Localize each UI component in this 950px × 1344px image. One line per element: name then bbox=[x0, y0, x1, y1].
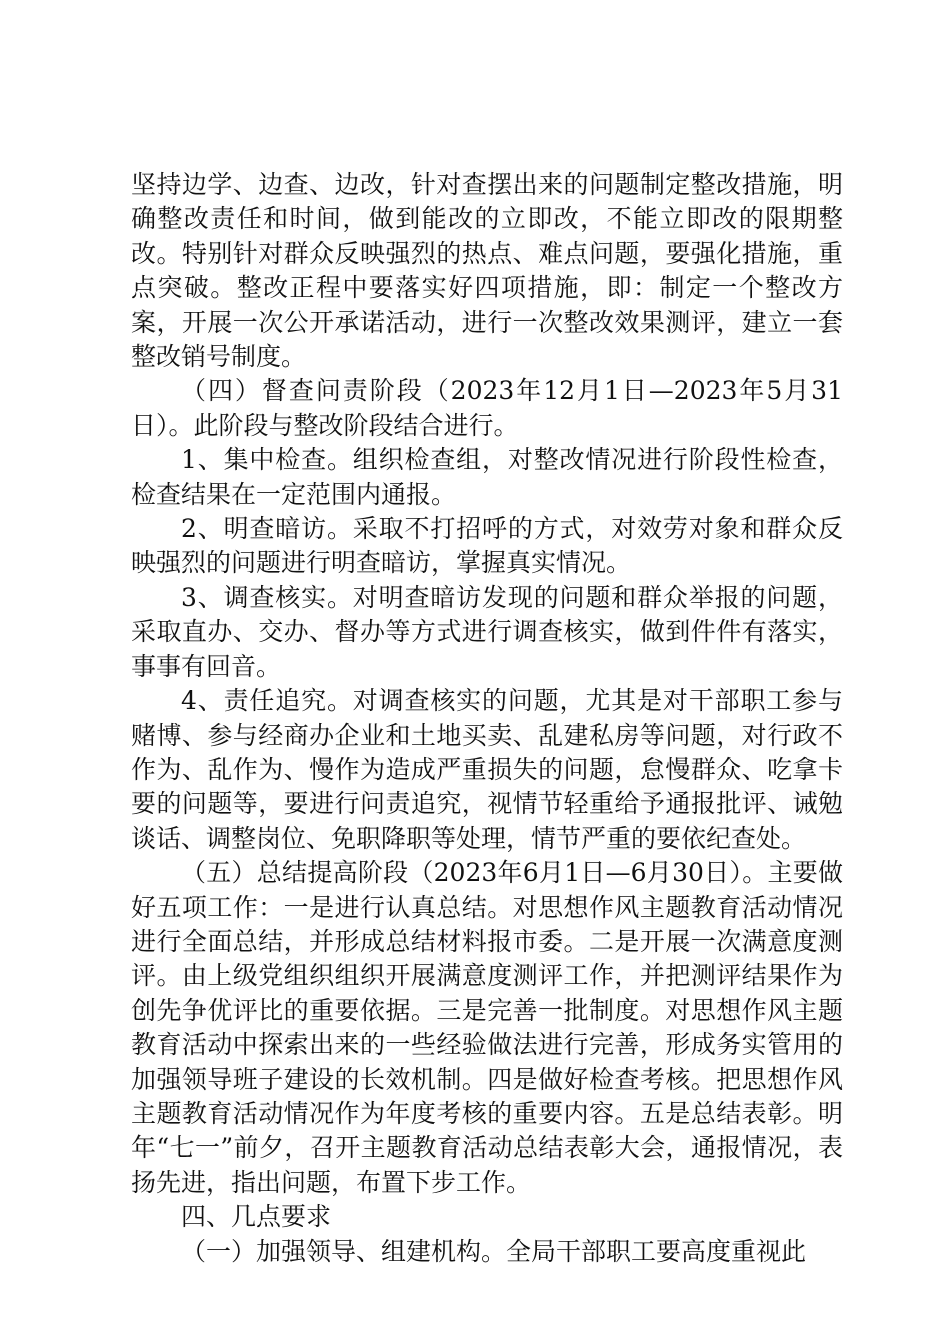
paragraph-stage-five-summary: （五）总结提高阶段（2023年6月1日—6月30日）。主要做好五项工作：一是进行认真总结。对思想作风主题教育活动情况进行全面总结，并形成总结材料报市委。二是开展一次满意度测评。由上级党组织组织开展满意度测评工作，并把测评结果作为创先争优评比的重要依据。三是完善一批制度。对思想作风主题教育活动中探索出来的一些经验做法进行完善，形成务实管用的加强领导班子建设的长效机制。四是做好检查考核。把思想作风主题教育活动情况作为年度考核的重要内容。五是总结表彰。明年“七一”前夕，召开主题教育活动总结表彰大会，通报情况，表扬先进，指出问题，布置下步工作。 bbox=[131, 858, 843, 1197]
paragraph-accountability: 4、责任追究。对调查核实的问题，尤其是对干部职工参与赌博、参与经商办企业和土地买卖、乱建私房等问题，对行政不作为、乱作为、慢作为造成严重损失的问题，怠慢群众、吃拿卡要的问题等，要进行问责追究，视情节轻重给予通报批评、诫勉谈话、调整岗位、免职降职等处理，情节严重的要依纪查处。 bbox=[131, 686, 843, 853]
section-heading-requirements: 四、几点要求 bbox=[181, 1202, 332, 1232]
paragraph-strengthen-leadership: （一）加强领导、组建机构。全局干部职工要高度重视此 bbox=[181, 1236, 807, 1266]
paragraph-investigation-verification: 3、调查核实。对明查暗访发现的问题和群众举报的问题，采取直办、交办、督办等方式进行调查核实，做到件件有落实，事事有回音。 bbox=[131, 582, 843, 681]
document-body bbox=[131, 168, 843, 1269]
paragraph-stage-four-heading: （四）督查问责阶段（2023年12月1日—2023年5月31日）。此阶段与整改阶段结合进行。 bbox=[131, 376, 843, 440]
paragraph-open-secret-visits: 2、明查暗访。采取不打招呼的方式，对效劳对象和群众反映强烈的问题进行明查暗访，掌握真实情况。 bbox=[131, 514, 843, 578]
paragraph-rectification-measures: 坚持边学、边查、边改，针对查摆出来的问题制定整改措施，明确整改责任和时间，做到能改的立即改，不能立即改的限期整改。特别针对群众反映强烈的热点、难点问题，要强化措施，重点突破。整改正程中要落实好四项措施，即：制定一个整改方案，开展一次公开承诺活动，进行一次整改效果测评，建立一套整改销号制度。 bbox=[131, 170, 843, 372]
paragraph-centralized-inspection: 1、集中检查。组织检查组，对整改情况进行阶段性检查，检查结果在一定范围内通报。 bbox=[131, 445, 843, 509]
